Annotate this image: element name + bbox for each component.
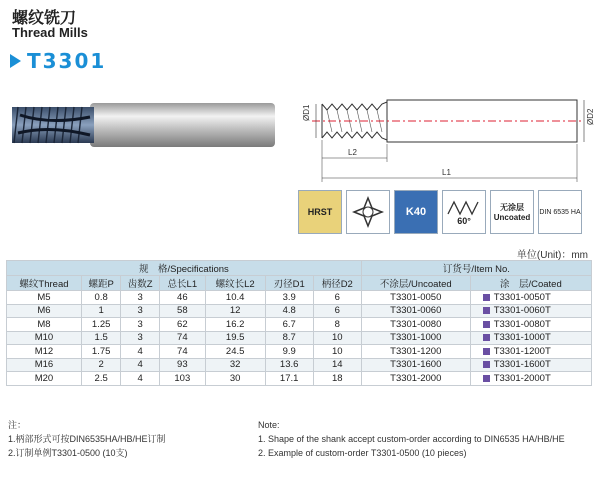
table-row	[7, 358, 592, 372]
table-cell: 1	[81, 304, 120, 318]
d1-label: ØD1	[302, 104, 311, 121]
coated-item-no: T3301-0050T	[493, 291, 551, 303]
page-title-en: Thread Mills	[12, 25, 88, 40]
column-header: 螺纹长L2	[205, 276, 265, 291]
table-cell: 6	[313, 304, 361, 318]
table-row	[7, 318, 592, 332]
table-cell: 4.8	[265, 304, 313, 318]
table-cell: 9.9	[265, 345, 313, 359]
table-row	[7, 345, 592, 359]
table-cell: 74	[159, 331, 205, 345]
table-cell: 10	[313, 345, 361, 359]
column-header: 涂 层/Coated	[470, 276, 591, 291]
table-cell: 1.75	[81, 345, 120, 359]
technical-drawing	[292, 88, 595, 188]
coated-item-no: T3301-0060T	[493, 305, 551, 317]
table-cell: T3301-1600	[361, 358, 470, 372]
table-row	[7, 331, 592, 345]
table-cell	[470, 358, 591, 372]
table-cell: 30	[205, 372, 265, 386]
table-cell: 1.5	[81, 331, 120, 345]
table-cell	[470, 331, 591, 345]
table-cell: 12	[205, 304, 265, 318]
table-cell: T3301-0050	[361, 291, 470, 305]
table-cell: 6.7	[265, 318, 313, 332]
hrst-icon	[298, 190, 342, 234]
notes-en-line: 1. Shape of the shank accept custom-order according to DIN6535 HA/HB/HE	[258, 434, 565, 444]
coated-item-no: T3301-1600T	[493, 359, 551, 371]
coated-marker-icon	[483, 294, 490, 301]
table-cell: 62	[159, 318, 205, 332]
coated-marker-icon	[483, 375, 490, 382]
order-header: 订货号/Item No.	[361, 261, 591, 276]
coated-item-no: T3301-0080T	[493, 318, 551, 330]
table-cell: 93	[159, 358, 205, 372]
table-row	[7, 291, 592, 305]
table-cell: 16.2	[205, 318, 265, 332]
table-cell: 0.8	[81, 291, 120, 305]
three-flute-icon	[346, 190, 390, 234]
k40-label: K40	[405, 206, 427, 218]
din-label: DIN 6535 HA	[539, 208, 581, 216]
table-cell: 46	[159, 291, 205, 305]
din-shank-icon	[538, 190, 582, 234]
triangle-icon	[10, 54, 21, 68]
table-cell: M6	[7, 304, 82, 318]
notes-en-line: 2. Example of custom-order T3301-0500 (10 pieces)	[258, 448, 467, 458]
table-cell: M5	[7, 291, 82, 305]
notes-cn	[8, 418, 166, 460]
table-cell: M8	[7, 318, 82, 332]
column-header: 刃径D1	[265, 276, 313, 291]
table-cell: 74	[159, 345, 205, 359]
thread-angle-icon	[442, 190, 486, 234]
spec-table	[6, 260, 592, 386]
notes-cn-line: 2.订制单例T3301-0500 (10支)	[8, 448, 128, 458]
table-cell	[470, 372, 591, 386]
table-cell: T3301-2000	[361, 372, 470, 386]
coated-item-no: T3301-1200T	[493, 345, 551, 357]
table-cell: 3	[121, 291, 160, 305]
l2-label: L2	[348, 148, 357, 157]
table-cell: T3301-1000	[361, 331, 470, 345]
page-title-cn: 螺纹铣刀	[12, 10, 77, 27]
coated-marker-icon	[483, 361, 490, 368]
model-code: T3301	[27, 49, 107, 73]
table-cell: 3.9	[265, 291, 313, 305]
table-cell: 4	[121, 372, 160, 386]
column-header: 总长L1	[159, 276, 205, 291]
coated-item-no: T3301-1000T	[493, 332, 551, 344]
model-heading	[10, 48, 106, 74]
table-cell: 8.7	[265, 331, 313, 345]
column-header: 齿数Z	[121, 276, 160, 291]
table-cell: M10	[7, 331, 82, 345]
table-cell: 10	[313, 331, 361, 345]
column-header: 螺纹Thread	[7, 276, 82, 291]
table-cell: T3301-0060	[361, 304, 470, 318]
table-cell: 3	[121, 331, 160, 345]
k40-icon	[394, 190, 438, 234]
table-cell: 6	[313, 291, 361, 305]
table-cell: 2.5	[81, 372, 120, 386]
coated-marker-icon	[483, 307, 490, 314]
hrst-label: HRST	[307, 207, 333, 217]
uncoated-icon	[490, 190, 534, 234]
column-header: 柄径D2	[313, 276, 361, 291]
table-cell: 1.25	[81, 318, 120, 332]
table-cell: 10.4	[205, 291, 265, 305]
coated-item-no: T3301-2000T	[493, 372, 551, 384]
column-header: 螺距P	[81, 276, 120, 291]
table-cell: 3	[121, 304, 160, 318]
notes-cn-line: 1.柄部形式可按DIN6535HA/HB/HE订制	[8, 434, 166, 444]
table-cell: 58	[159, 304, 205, 318]
notes-cn-title: 注：	[8, 420, 27, 430]
table-cell: 18	[313, 372, 361, 386]
coated-marker-icon	[483, 348, 490, 355]
l1-label: L1	[442, 168, 451, 177]
table-cell: 13.6	[265, 358, 313, 372]
table-cell: 24.5	[205, 345, 265, 359]
table-cell: 2	[81, 358, 120, 372]
table-cell	[470, 345, 591, 359]
uncoated-label: 无涂层 Uncoated	[493, 203, 531, 222]
table-cell: 103	[159, 372, 205, 386]
table-cell: 8	[313, 318, 361, 332]
table-cell: 19.5	[205, 331, 265, 345]
notes-en-title: Note:	[258, 420, 280, 430]
unit-label: 单位(Unit)：mm	[516, 250, 588, 261]
table-cell	[470, 291, 591, 305]
notes-en	[258, 418, 565, 460]
table-cell: 14	[313, 358, 361, 372]
table-cell: 3	[121, 318, 160, 332]
column-header: 不涂层/Uncoated	[361, 276, 470, 291]
spec-header: 规 格/Specifications	[7, 261, 362, 276]
table-cell	[470, 304, 591, 318]
product-photo	[10, 95, 280, 155]
table-cell: M12	[7, 345, 82, 359]
table-cell: M20	[7, 372, 82, 386]
table-cell: 17.1	[265, 372, 313, 386]
feature-icons	[298, 190, 582, 234]
table-body	[7, 291, 592, 386]
table-cell: 32	[205, 358, 265, 372]
column-headers	[7, 276, 592, 291]
coated-marker-icon	[483, 334, 490, 341]
table-row	[7, 304, 592, 318]
table-cell: T3301-0080	[361, 318, 470, 332]
d2-label: ØD2	[586, 108, 595, 125]
table-cell: 4	[121, 358, 160, 372]
table-cell: 4	[121, 345, 160, 359]
angle-label: 60°	[457, 216, 471, 226]
table-cell: T3301-1200	[361, 345, 470, 359]
table-cell	[470, 318, 591, 332]
coated-marker-icon	[483, 321, 490, 328]
table-row	[7, 372, 592, 386]
table-cell: M16	[7, 358, 82, 372]
